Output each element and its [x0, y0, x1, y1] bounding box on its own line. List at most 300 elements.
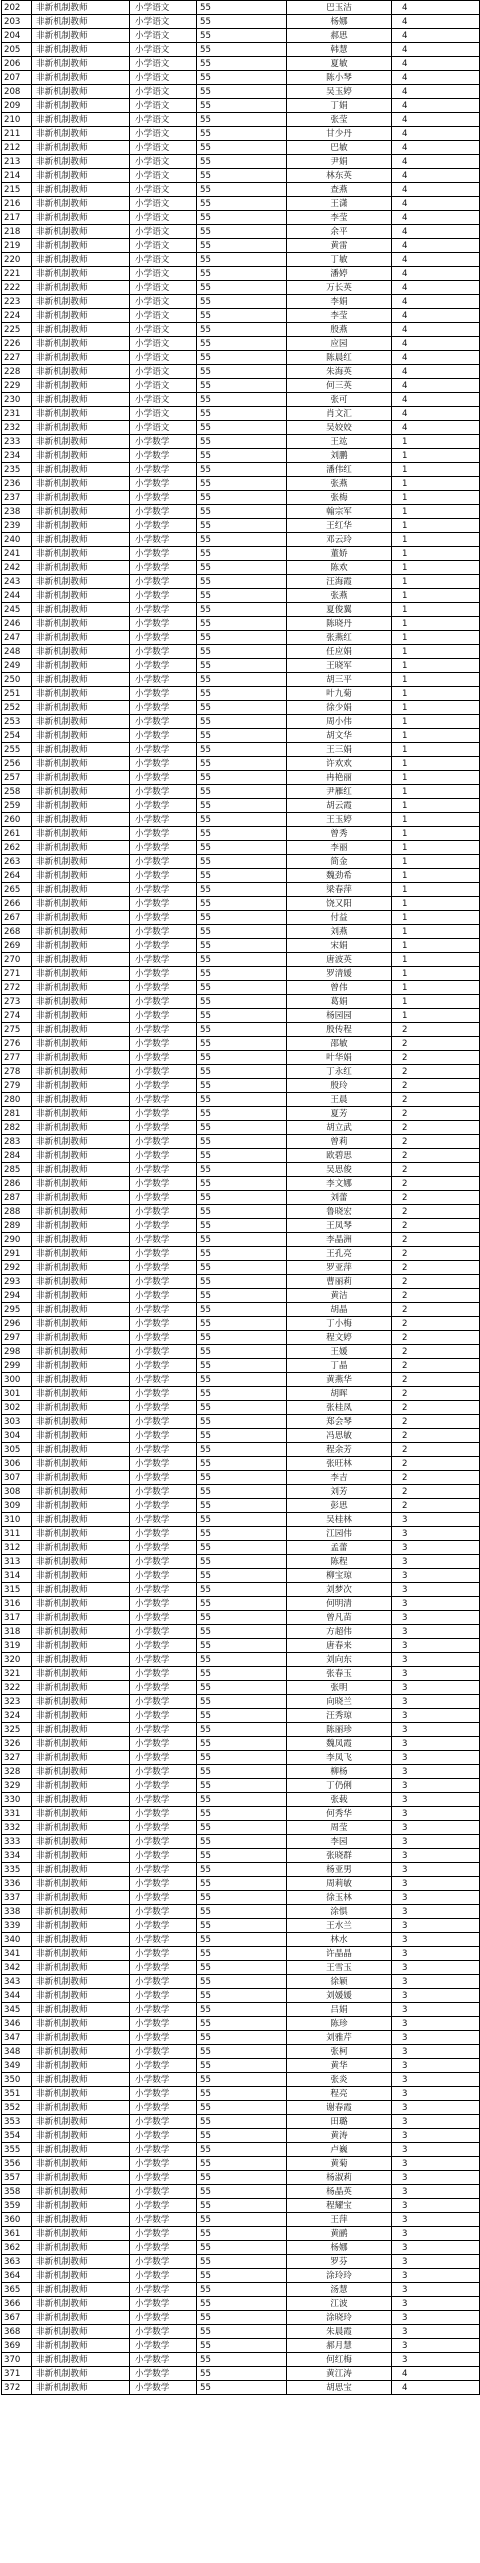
rank-cell: 1 [392, 785, 480, 799]
row-number-cell: 303 [2, 1415, 32, 1429]
score-cell: 55 [197, 897, 287, 911]
score-cell: 55 [197, 2381, 287, 2395]
table-row [2, 1135, 480, 1149]
rank-cell: 4 [392, 393, 480, 407]
subject-cell: 小学数学 [130, 1023, 197, 1037]
subject-cell: 小学数学 [130, 2241, 197, 2255]
row-number-cell: 361 [2, 2227, 32, 2241]
teacher-name-cell: 周小伟 [287, 715, 392, 729]
rank-cell: 3 [392, 1639, 480, 1653]
teacher-type-cell: 非新机制教师 [32, 785, 130, 799]
teacher-type-cell: 非新机制教师 [32, 645, 130, 659]
subject-cell: 小学数学 [130, 2269, 197, 2283]
score-cell: 55 [197, 1107, 287, 1121]
subject-cell: 小学数学 [130, 1009, 197, 1023]
teacher-name-cell: 陈欢 [287, 561, 392, 575]
table-row [2, 2129, 480, 2143]
row-number-cell: 366 [2, 2297, 32, 2311]
rank-cell: 2 [392, 1037, 480, 1051]
rank-cell: 4 [392, 239, 480, 253]
score-cell: 55 [197, 589, 287, 603]
score-cell: 55 [197, 155, 287, 169]
rank-cell: 3 [392, 2045, 480, 2059]
subject-cell: 小学语文 [130, 323, 197, 337]
row-number-cell: 345 [2, 2003, 32, 2017]
table-row [2, 1821, 480, 1835]
rank-cell: 2 [392, 1177, 480, 1191]
score-cell: 55 [197, 477, 287, 491]
rank-cell: 3 [392, 1779, 480, 1793]
subject-cell: 小学数学 [130, 2073, 197, 2087]
subject-cell: 小学数学 [130, 477, 197, 491]
teacher-type-cell: 非新机制教师 [32, 2003, 130, 2017]
score-cell: 55 [197, 1807, 287, 1821]
table-body [2, 1, 480, 2395]
rank-cell: 3 [392, 1793, 480, 1807]
teacher-name-cell: 徐玉林 [287, 1891, 392, 1905]
teacher-type-cell: 非新机制教师 [32, 617, 130, 631]
teacher-type-cell: 非新机制教师 [32, 2031, 130, 2045]
subject-cell: 小学语文 [130, 155, 197, 169]
score-cell: 55 [197, 561, 287, 575]
rank-cell: 3 [392, 1751, 480, 1765]
teacher-type-cell: 非新机制教师 [32, 2115, 130, 2129]
score-cell: 55 [197, 1625, 287, 1639]
rank-cell: 3 [392, 1597, 480, 1611]
table-row [2, 1625, 480, 1639]
subject-cell: 小学语文 [130, 365, 197, 379]
teacher-type-cell: 非新机制教师 [32, 2325, 130, 2339]
teacher-name-cell: 曾凡苗 [287, 1611, 392, 1625]
teacher-name-cell: 李凤飞 [287, 1751, 392, 1765]
row-number-cell: 245 [2, 603, 32, 617]
score-cell: 55 [197, 2059, 287, 2073]
teacher-type-cell: 非新机制教师 [32, 2157, 130, 2171]
teacher-name-cell: 郝月慧 [287, 2339, 392, 2353]
subject-cell: 小学语文 [130, 85, 197, 99]
table-row [2, 155, 480, 169]
score-cell: 55 [197, 393, 287, 407]
row-number-cell: 234 [2, 449, 32, 463]
teacher-name-cell: 胡文华 [287, 729, 392, 743]
score-cell: 55 [197, 1527, 287, 1541]
teacher-type-cell: 非新机制教师 [32, 995, 130, 1009]
rank-cell: 4 [392, 141, 480, 155]
teacher-type-cell: 非新机制教师 [32, 2241, 130, 2255]
rank-cell: 3 [392, 1723, 480, 1737]
teacher-name-cell: 朱晨霞 [287, 2325, 392, 2339]
rank-cell: 3 [392, 1611, 480, 1625]
teacher-type-cell: 非新机制教师 [32, 351, 130, 365]
teacher-name-cell: 汤慧 [287, 2283, 392, 2297]
subject-cell: 小学数学 [130, 1079, 197, 1093]
rank-cell: 4 [392, 155, 480, 169]
table-row [2, 393, 480, 407]
row-number-cell: 223 [2, 295, 32, 309]
subject-cell: 小学数学 [130, 2185, 197, 2199]
rank-cell: 2 [392, 1387, 480, 1401]
subject-cell: 小学数学 [130, 855, 197, 869]
table-row [2, 1947, 480, 1961]
table-row [2, 2269, 480, 2283]
rank-cell: 2 [392, 1443, 480, 1457]
teacher-type-cell: 非新机制教师 [32, 505, 130, 519]
subject-cell: 小学数学 [130, 1681, 197, 1695]
table-row [2, 519, 480, 533]
row-number-cell: 325 [2, 1723, 32, 1737]
row-number-cell: 328 [2, 1765, 32, 1779]
teacher-type-cell: 非新机制教师 [32, 1387, 130, 1401]
table-row [2, 1961, 480, 1975]
teacher-name-cell: 王红华 [287, 519, 392, 533]
table-row [2, 701, 480, 715]
subject-cell: 小学语文 [130, 127, 197, 141]
teacher-type-cell: 非新机制教师 [32, 1821, 130, 1835]
subject-cell: 小学数学 [130, 1359, 197, 1373]
subject-cell: 小学数学 [130, 1415, 197, 1429]
teacher-name-cell: 曾伟 [287, 981, 392, 995]
teacher-type-cell: 非新机制教师 [32, 1261, 130, 1275]
rank-cell: 1 [392, 505, 480, 519]
subject-cell: 小学数学 [130, 2017, 197, 2031]
table-row [2, 1933, 480, 1947]
rank-cell: 3 [392, 1807, 480, 1821]
score-cell: 55 [197, 1177, 287, 1191]
teacher-name-cell: 胡云霞 [287, 799, 392, 813]
row-number-cell: 238 [2, 505, 32, 519]
teacher-type-cell: 非新机制教师 [32, 715, 130, 729]
table-row [2, 141, 480, 155]
subject-cell: 小学数学 [130, 463, 197, 477]
score-cell: 55 [197, 1541, 287, 1555]
teacher-type-cell: 非新机制教师 [32, 911, 130, 925]
rank-cell: 1 [392, 687, 480, 701]
table-row [2, 1177, 480, 1191]
teacher-type-cell: 非新机制教师 [32, 1961, 130, 1975]
subject-cell: 小学数学 [130, 799, 197, 813]
teacher-type-cell: 非新机制教师 [32, 491, 130, 505]
score-cell: 55 [197, 827, 287, 841]
table-row [2, 1527, 480, 1541]
row-number-cell: 207 [2, 71, 32, 85]
rank-cell: 2 [392, 1359, 480, 1373]
rank-cell: 1 [392, 715, 480, 729]
rank-cell: 3 [392, 1975, 480, 1989]
table-row [2, 1905, 480, 1919]
subject-cell: 小学数学 [130, 1093, 197, 1107]
table-row [2, 1093, 480, 1107]
row-number-cell: 264 [2, 869, 32, 883]
score-cell: 55 [197, 1233, 287, 1247]
subject-cell: 小学语文 [130, 211, 197, 225]
rank-cell: 2 [392, 1415, 480, 1429]
score-cell: 55 [197, 29, 287, 43]
teacher-type-cell: 非新机制教师 [32, 1541, 130, 1555]
score-cell: 55 [197, 1989, 287, 2003]
score-cell: 55 [197, 1443, 287, 1457]
teacher-type-cell: 非新机制教师 [32, 463, 130, 477]
rank-cell: 3 [392, 1919, 480, 1933]
teacher-name-cell: 鲁晓宏 [287, 1205, 392, 1219]
rank-cell: 4 [392, 225, 480, 239]
teacher-type-cell: 非新机制教师 [32, 659, 130, 673]
row-number-cell: 244 [2, 589, 32, 603]
subject-cell: 小学数学 [130, 561, 197, 575]
subject-cell: 小学数学 [130, 1723, 197, 1737]
row-number-cell: 298 [2, 1345, 32, 1359]
score-cell: 55 [197, 197, 287, 211]
score-cell: 55 [197, 1303, 287, 1317]
score-cell: 55 [197, 2339, 287, 2353]
teacher-name-cell: 陈丽珍 [287, 1723, 392, 1737]
score-cell: 55 [197, 2101, 287, 2115]
teacher-name-cell: 涂惧 [287, 1905, 392, 1919]
rank-cell: 1 [392, 533, 480, 547]
row-number-cell: 295 [2, 1303, 32, 1317]
rank-cell: 3 [392, 2353, 480, 2367]
teacher-name-cell: 何秀华 [287, 1807, 392, 1821]
row-number-cell: 221 [2, 267, 32, 281]
rank-cell: 4 [392, 323, 480, 337]
row-number-cell: 348 [2, 2045, 32, 2059]
table-row [2, 351, 480, 365]
teacher-name-cell: 欧碧思 [287, 1149, 392, 1163]
subject-cell: 小学数学 [130, 1933, 197, 1947]
table-row [2, 2283, 480, 2297]
teacher-name-cell: 吴思俊 [287, 1163, 392, 1177]
rank-cell: 2 [392, 1429, 480, 1443]
rank-cell: 3 [392, 2129, 480, 2143]
teacher-type-cell: 非新机制教师 [32, 323, 130, 337]
table-row [2, 1275, 480, 1289]
score-cell: 55 [197, 85, 287, 99]
table-row [2, 1737, 480, 1751]
subject-cell: 小学语文 [130, 1, 197, 15]
subject-cell: 小学语文 [130, 281, 197, 295]
teacher-name-cell: 陈程 [287, 1555, 392, 1569]
score-cell: 55 [197, 519, 287, 533]
teacher-name-cell: 涂玲玲 [287, 2269, 392, 2283]
subject-cell: 小学数学 [130, 841, 197, 855]
subject-cell: 小学数学 [130, 1541, 197, 1555]
teacher-type-cell: 非新机制教师 [32, 1765, 130, 1779]
table-row [2, 1709, 480, 1723]
row-number-cell: 226 [2, 337, 32, 351]
table-row [2, 435, 480, 449]
row-number-cell: 229 [2, 379, 32, 393]
rank-cell: 4 [392, 127, 480, 141]
score-cell: 55 [197, 813, 287, 827]
rank-cell: 3 [392, 2269, 480, 2283]
teacher-name-cell: 王雪玉 [287, 1961, 392, 1975]
table-row [2, 967, 480, 981]
row-number-cell: 370 [2, 2353, 32, 2367]
score-cell: 55 [197, 1947, 287, 1961]
teacher-name-cell: 涂晓玲 [287, 2311, 392, 2325]
row-number-cell: 318 [2, 1625, 32, 1639]
table-row [2, 1653, 480, 1667]
row-number-cell: 346 [2, 2017, 32, 2031]
teacher-type-cell: 非新机制教师 [32, 2143, 130, 2157]
teacher-name-cell: 丁永红 [287, 1065, 392, 1079]
table-row [2, 1807, 480, 1821]
teacher-type-cell: 非新机制教师 [32, 827, 130, 841]
teacher-name-cell: 张载 [287, 1793, 392, 1807]
table-row [2, 1205, 480, 1219]
row-number-cell: 224 [2, 309, 32, 323]
teacher-type-cell: 非新机制教师 [32, 1177, 130, 1191]
teacher-type-cell: 非新机制教师 [32, 2101, 130, 2115]
row-number-cell: 297 [2, 1331, 32, 1345]
score-cell: 55 [197, 1877, 287, 1891]
score-cell: 55 [197, 2269, 287, 2283]
table-row [2, 2073, 480, 2087]
table-row [2, 827, 480, 841]
table-row [2, 1793, 480, 1807]
subject-cell: 小学数学 [130, 673, 197, 687]
score-cell: 55 [197, 99, 287, 113]
row-number-cell: 257 [2, 771, 32, 785]
score-cell: 55 [197, 1429, 287, 1443]
teacher-name-cell: 刘向东 [287, 1653, 392, 1667]
teacher-name-cell: 何三英 [287, 379, 392, 393]
rank-cell: 3 [392, 2171, 480, 2185]
rank-cell: 1 [392, 771, 480, 785]
row-number-cell: 306 [2, 1457, 32, 1471]
teacher-type-cell: 非新机制教师 [32, 1681, 130, 1695]
teacher-type-cell: 非新机制教师 [32, 239, 130, 253]
score-cell: 55 [197, 925, 287, 939]
teacher-name-cell: 邵敏 [287, 1037, 392, 1051]
score-cell: 55 [197, 701, 287, 715]
score-cell: 55 [197, 533, 287, 547]
subject-cell: 小学语文 [130, 71, 197, 85]
row-number-cell: 335 [2, 1863, 32, 1877]
teacher-type-cell: 非新机制教师 [32, 1485, 130, 1499]
table-row [2, 2297, 480, 2311]
rank-cell: 1 [392, 939, 480, 953]
table-row [2, 1261, 480, 1275]
row-number-cell: 237 [2, 491, 32, 505]
teacher-type-cell: 非新机制教师 [32, 2171, 130, 2185]
teacher-name-cell: 王潇 [287, 197, 392, 211]
row-number-cell: 268 [2, 925, 32, 939]
score-cell: 55 [197, 1779, 287, 1793]
teacher-type-cell: 非新机制教师 [32, 1569, 130, 1583]
subject-cell: 小学数学 [130, 995, 197, 1009]
rank-cell: 3 [392, 1695, 480, 1709]
score-cell: 55 [197, 2325, 287, 2339]
score-cell: 55 [197, 939, 287, 953]
table-row [2, 1359, 480, 1373]
row-number-cell: 312 [2, 1541, 32, 1555]
row-number-cell: 222 [2, 281, 32, 295]
rank-cell: 2 [392, 1023, 480, 1037]
teacher-name-cell: 李吉 [287, 1471, 392, 1485]
row-number-cell: 263 [2, 855, 32, 869]
table-row [2, 1555, 480, 1569]
table-row [2, 897, 480, 911]
score-cell: 55 [197, 183, 287, 197]
table-row [2, 449, 480, 463]
rank-cell: 2 [392, 1205, 480, 1219]
rank-cell: 3 [392, 1625, 480, 1639]
teacher-type-cell: 非新机制教师 [32, 1429, 130, 1443]
row-number-cell: 255 [2, 743, 32, 757]
score-cell: 55 [197, 1275, 287, 1289]
row-number-cell: 265 [2, 883, 32, 897]
score-cell: 55 [197, 869, 287, 883]
teacher-type-cell: 非新机制教师 [32, 1891, 130, 1905]
score-cell: 55 [197, 1065, 287, 1079]
table-row [2, 1891, 480, 1905]
teacher-type-cell: 非新机制教师 [32, 57, 130, 71]
score-cell: 55 [197, 2199, 287, 2213]
teacher-type-cell: 非新机制教师 [32, 85, 130, 99]
rank-cell: 1 [392, 757, 480, 771]
rank-cell: 2 [392, 1401, 480, 1415]
teacher-type-cell: 非新机制教师 [32, 1359, 130, 1373]
teacher-type-cell: 非新机制教师 [32, 1023, 130, 1037]
row-number-cell: 329 [2, 1779, 32, 1793]
subject-cell: 小学数学 [130, 1303, 197, 1317]
subject-cell: 小学数学 [130, 435, 197, 449]
score-cell: 55 [197, 1023, 287, 1037]
row-number-cell: 227 [2, 351, 32, 365]
score-cell: 55 [197, 211, 287, 225]
rank-cell: 3 [392, 1947, 480, 1961]
teacher-type-cell: 非新机制教师 [32, 1527, 130, 1541]
teacher-type-cell: 非新机制教师 [32, 71, 130, 85]
table-row [2, 491, 480, 505]
table-row [2, 1331, 480, 1345]
score-cell: 55 [197, 421, 287, 435]
subject-cell: 小学数学 [130, 2339, 197, 2353]
score-cell: 55 [197, 1401, 287, 1415]
rank-cell: 3 [392, 1933, 480, 1947]
teacher-type-cell: 非新机制教师 [32, 43, 130, 57]
table-row [2, 1611, 480, 1625]
rank-cell: 2 [392, 1149, 480, 1163]
score-cell: 55 [197, 2031, 287, 2045]
row-number-cell: 236 [2, 477, 32, 491]
rank-cell: 4 [392, 197, 480, 211]
teacher-name-cell: 江园伟 [287, 1527, 392, 1541]
teacher-type-cell: 非新机制教师 [32, 1471, 130, 1485]
rank-cell: 2 [392, 1219, 480, 1233]
rank-cell: 4 [392, 407, 480, 421]
teacher-type-cell: 非新机制教师 [32, 365, 130, 379]
score-cell: 55 [197, 715, 287, 729]
teacher-type-cell: 非新机制教师 [32, 2017, 130, 2031]
teacher-name-cell: 林东英 [287, 169, 392, 183]
row-number-cell: 271 [2, 967, 32, 981]
row-number-cell: 282 [2, 1121, 32, 1135]
teacher-type-cell: 非新机制教师 [32, 841, 130, 855]
table-row [2, 295, 480, 309]
row-number-cell: 333 [2, 1835, 32, 1849]
teacher-type-cell: 非新机制教师 [32, 575, 130, 589]
table-row [2, 1513, 480, 1527]
teacher-type-cell: 非新机制教师 [32, 743, 130, 757]
rank-cell: 3 [392, 2143, 480, 2157]
row-number-cell: 302 [2, 1401, 32, 1415]
teacher-name-cell: 尹娟 [287, 155, 392, 169]
table-row [2, 337, 480, 351]
teacher-name-cell: 葛娟 [287, 995, 392, 1009]
teacher-type-cell: 非新机制教师 [32, 211, 130, 225]
subject-cell: 小学数学 [130, 1919, 197, 1933]
